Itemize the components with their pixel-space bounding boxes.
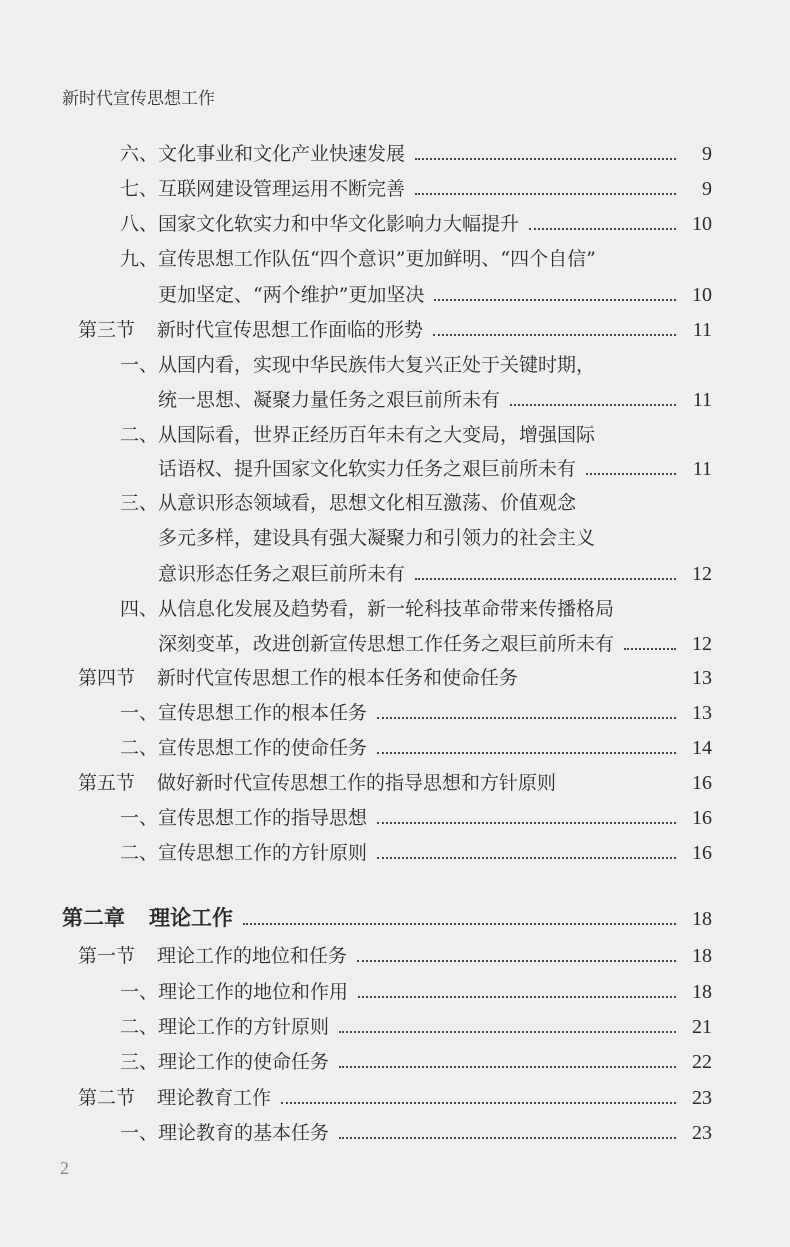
toc-entry[interactable] [158,562,712,586]
leader-dots [415,193,676,195]
section-label: 第五节 [78,772,136,794]
leader-dots [415,158,676,160]
toc-entry-text: 一、宣传思想工作的指导思想 [120,807,368,829]
toc-entry-text: 七、互联网建设管理运用不断完善 [120,178,406,200]
leader-dots [281,1102,676,1104]
toc-page-number: 11 [692,458,712,480]
toc-entry[interactable] [120,841,712,865]
section-title: 新时代宣传思想工作面临的形势 [157,319,424,341]
section-label: 第四节 [78,667,136,689]
toc-page-number: 18 [692,945,712,967]
toc-page-number: 23 [692,1087,712,1109]
leader-dots [528,682,676,684]
leader-dots [415,578,676,580]
toc-entry[interactable] [158,632,712,656]
toc-entry[interactable] [120,177,712,201]
toc-entry[interactable] [120,980,712,1004]
section-title: 做好新时代宣传思想工作的指导思想和方针原则 [157,772,557,794]
leader-dots [339,1137,676,1139]
toc-entry-text-line: 四、从信息化发展及趋势看，新一轮科技革命带来传播格局 [120,598,615,620]
toc-entry-text-line: 多元多样，建设具有强大凝聚力和引领力的社会主义 [158,527,596,549]
section-title: 理论教育工作 [157,1087,272,1109]
toc-chapter-entry[interactable] [62,906,712,931]
toc-entry[interactable] [158,388,712,412]
toc-entry[interactable] [120,736,712,760]
toc-entry-text: 更加坚定、“两个维护”更加坚决 [158,284,425,306]
leader-dots [377,822,676,824]
toc-page-number: 9 [702,178,712,200]
toc-entry-text: 三、理论工作的使命任务 [120,1051,330,1073]
toc-entry-text: 二、宣传思想工作的方针原则 [120,842,368,864]
running-head: 新时代宣传思想工作 [62,89,215,109]
toc-entry-text: 八、国家文化软实力和中华文化影响力大幅提升 [120,213,520,235]
toc-entry-text: 一、理论工作的地位和作用 [120,981,349,1003]
leader-dots [624,648,676,650]
toc-entry[interactable] [120,806,712,830]
leader-dots [433,334,676,336]
toc-page-number: 14 [692,737,712,759]
toc-section-entry[interactable] [78,944,712,968]
leader-dots [586,473,676,475]
leader-dots [339,1031,676,1033]
toc-entry-text-line: 二、从国际看，世界正经历百年未有之大变局，增强国际 [120,424,596,446]
toc-entry-text: 话语权、提升国家文化软实力任务之艰巨前所未有 [158,458,577,480]
toc-entry-text: 二、宣传思想工作的使命任务 [120,737,368,759]
section-label: 第三节 [78,319,136,341]
toc-page-number: 10 [692,213,712,235]
toc-entry-text: 二、理论工作的方针原则 [120,1016,330,1038]
leader-dots [434,299,676,301]
toc-page-number: 16 [692,807,712,829]
toc-entry-text: 六、文化事业和文化产业快速发展 [120,143,406,165]
section-label: 第一节 [78,945,136,967]
toc-page-number: 18 [692,981,712,1003]
toc-entry-text-line: 三、从意识形态领域看，思想文化相互激荡、价值观念 [120,492,577,514]
toc-page-number: 13 [692,667,712,689]
toc-entry[interactable] [120,142,712,166]
toc-page-number: 11 [692,389,712,411]
toc-page-number: 12 [692,633,712,655]
toc-page-number: 12 [692,563,712,585]
toc-section-entry[interactable] [78,1086,712,1110]
leader-dots [243,923,676,925]
toc-entry[interactable] [120,212,712,236]
toc-page-number: 23 [692,1122,712,1144]
section-label: 第二节 [78,1087,136,1109]
toc-entry[interactable] [120,701,712,725]
toc-page-number: 13 [692,702,712,724]
toc-section-entry[interactable] [78,771,712,795]
toc-entry-text: 一、理论教育的基本任务 [120,1122,330,1144]
toc-entry[interactable] [158,457,712,481]
leader-dots [357,960,676,962]
chapter-title: 理论工作 [149,906,233,930]
toc-page-number: 18 [692,908,712,930]
toc-page-number: 22 [692,1051,712,1073]
toc-page-number: 16 [692,772,712,794]
toc-entry[interactable] [120,1015,712,1039]
toc-entry-text: 深刻变革，改进创新宣传思想工作任务之艰巨前所未有 [158,633,615,655]
toc-section-entry[interactable] [78,318,712,342]
toc-section-entry[interactable] [78,666,712,690]
section-title: 新时代宣传思想工作的根本任务和使命任务 [157,667,519,689]
toc-page-number: 10 [692,284,712,306]
toc-entry[interactable] [158,283,712,307]
toc-entry-text: 意识形态任务之艰巨前所未有 [158,563,406,585]
toc-entry[interactable] [120,1121,712,1145]
leader-dots [377,857,676,859]
toc-entry-text: 统一思想、凝聚力量任务之艰巨前所未有 [158,389,501,411]
toc-page-number: 21 [692,1016,712,1038]
toc-entry[interactable] [120,1050,712,1074]
leader-dots [339,1066,676,1068]
leader-dots [566,787,676,789]
toc-page-number: 9 [702,143,712,165]
section-title: 理论工作的地位和任务 [157,945,348,967]
chapter-label: 第二章 [62,906,125,930]
leader-dots [529,228,676,230]
toc-entry-text-line: 九、宣传思想工作队伍“四个意识”更加鲜明、“四个自信” [120,248,596,270]
page-number: 2 [60,1158,69,1178]
toc-entry-text-line: 一、从国内看，实现中华民族伟大复兴正处于关键时期， [120,354,596,376]
leader-dots [377,717,676,719]
leader-dots [358,996,676,998]
toc-page-number: 16 [692,842,712,864]
leader-dots [510,404,676,406]
toc-entry-text: 一、宣传思想工作的根本任务 [120,702,368,724]
leader-dots [377,752,676,754]
toc-page-number: 11 [692,319,712,341]
